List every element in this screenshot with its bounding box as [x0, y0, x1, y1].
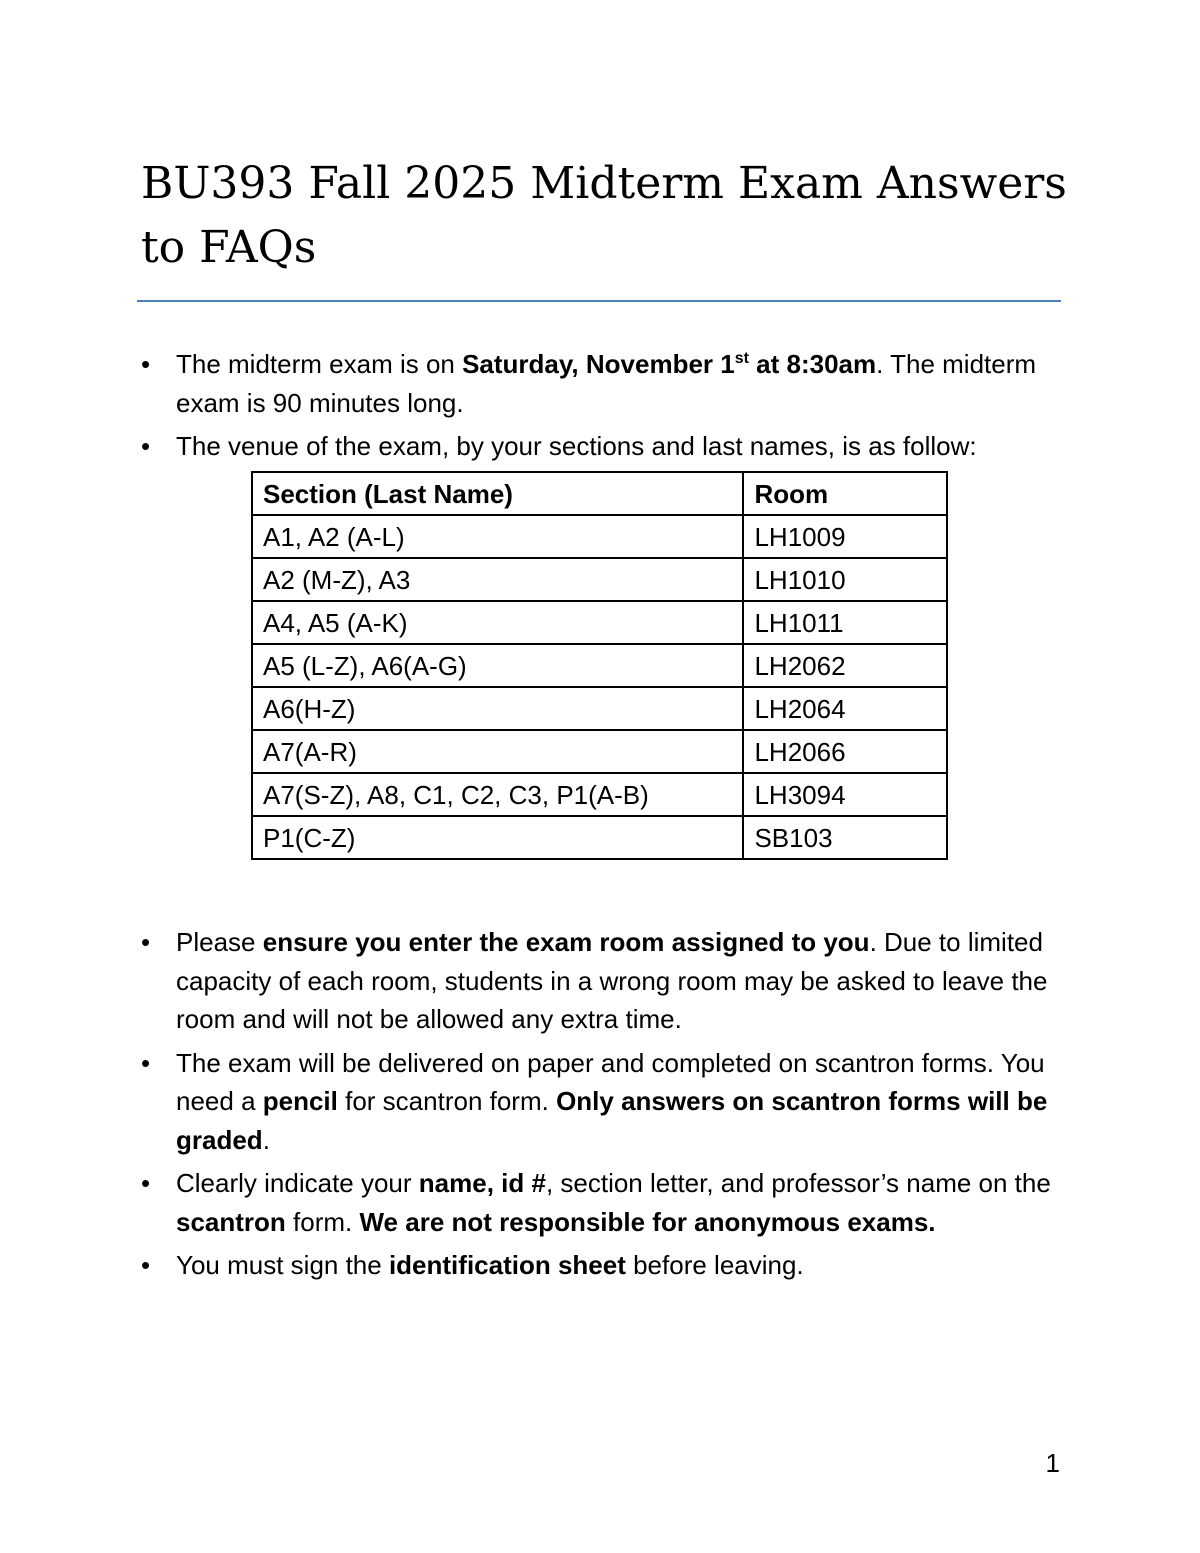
bullet-scantron: [141, 1044, 1071, 1160]
identify-mid-text: , section letter, and professor’s name on the: [545, 1168, 1051, 1198]
cell-room: LH3094: [743, 773, 947, 816]
cell-section: A4, A5 (A-K): [252, 601, 743, 644]
pencil-bold: pencil: [262, 1086, 338, 1116]
table-row: [252, 687, 947, 730]
room-assignment-bold: ensure you enter the exam room assigned to you: [262, 927, 870, 957]
table-row: [252, 601, 947, 644]
exam-time-bold: at 8:30am: [748, 349, 877, 379]
cell-room: LH1010: [743, 558, 947, 601]
page-number: 1: [1045, 1448, 1060, 1478]
scantron-end-text: .: [262, 1124, 270, 1155]
cell-room: LH2064: [743, 687, 947, 730]
identify-form-text: form.: [285, 1206, 360, 1237]
bullet-identify: [141, 1164, 1071, 1241]
bullet-exam-date: [141, 345, 1071, 422]
sign-end-text: before leaving.: [625, 1250, 804, 1280]
scantron-form-text: for scantron form.: [337, 1086, 557, 1116]
exam-date-text: The midterm exam is on: [176, 349, 463, 379]
bullet-sign: [141, 1246, 1071, 1285]
bullet-list-bottom: [141, 923, 1071, 1285]
room-assignment-text: Please: [176, 927, 263, 957]
bullet-venue: [141, 427, 1071, 466]
bullet-marker: •: [141, 349, 151, 379]
table-row: [252, 730, 947, 773]
bullet-marker: •: [141, 1168, 151, 1198]
bullet-marker: •: [141, 1047, 151, 1078]
exam-duration-text: . The midterm exam is 90 minutes long.: [176, 349, 1037, 418]
sign-text: You must sign the: [176, 1250, 389, 1280]
cell-room: LH2062: [743, 644, 947, 687]
table-row: [252, 773, 947, 816]
table-row: [252, 515, 947, 558]
cell-section: A1, A2 (A-L): [252, 515, 743, 558]
scantron-text: The exam will be delivered on paper and completed on scantron forms. You need a: [176, 1047, 1045, 1116]
exam-date-bold: Saturday, November 1: [462, 349, 735, 379]
header-room: Room: [743, 472, 947, 515]
cell-section: A7(A-R): [252, 730, 743, 773]
title-divider: [137, 300, 1061, 302]
cell-section: A5 (L-Z), A6(A-G): [252, 644, 743, 687]
cell-section: A7(S-Z), A8, C1, C2, C3, P1(A-B): [252, 773, 743, 816]
bullet-marker: •: [141, 927, 151, 957]
venue-intro-text: The venue of the exam, by your sections and last names, is as follow:: [176, 431, 977, 461]
page-title: BU393 Fall 2025 Midterm Exam Answers to FAQs: [141, 158, 1067, 273]
venue-table: [251, 471, 948, 860]
cell-section: A6(H-Z): [252, 687, 743, 730]
graded-bold: Only answers on scantron forms will be graded: [176, 1086, 1048, 1155]
bullet-marker: •: [141, 1250, 151, 1280]
name-id-bold: name, id #: [418, 1168, 546, 1198]
table-header-row: [252, 472, 947, 515]
table-row: [252, 644, 947, 687]
cell-room: LH2066: [743, 730, 947, 773]
bullet-marker: •: [141, 431, 151, 461]
header-section: Section (Last Name): [252, 472, 743, 515]
cell-room: LH1011: [743, 601, 947, 644]
cell-section: P1(C-Z): [252, 816, 743, 859]
cell-section: A2 (M-Z), A3: [252, 558, 743, 601]
identify-text: Clearly indicate your: [176, 1168, 419, 1198]
bullet-room-assignment: [141, 923, 1071, 1039]
identification-sheet-bold: identification sheet: [388, 1250, 626, 1280]
cell-room: SB103: [743, 816, 947, 859]
exam-date-superscript: st: [734, 350, 749, 367]
scantron-bold: scantron: [176, 1206, 286, 1237]
anonymous-bold: We are not responsible for anonymous exams.: [359, 1206, 936, 1237]
bullet-list-top: [141, 345, 1071, 466]
table-row: [252, 816, 947, 859]
table-row: [252, 558, 947, 601]
room-capacity-text: . Due to limited capacity of each room, students in a wrong room may be asked to leave the room and will not be allowed any extra time.: [176, 927, 1048, 1034]
cell-room: LH1009: [743, 515, 947, 558]
